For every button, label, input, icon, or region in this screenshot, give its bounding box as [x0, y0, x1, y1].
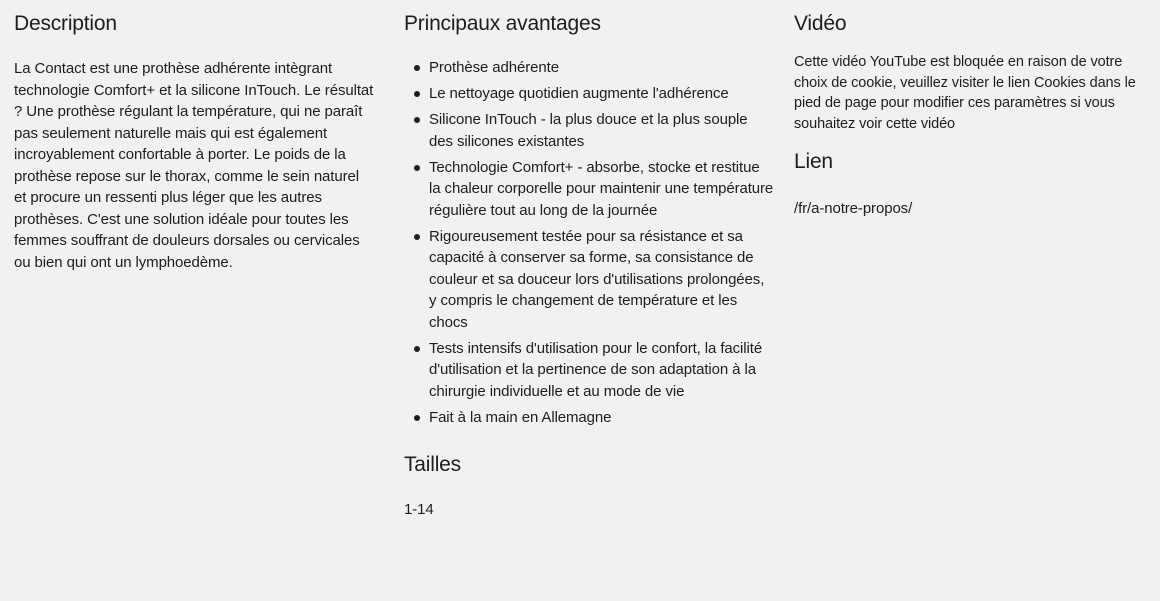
description-text: La Contact est une prothèse adhérente intègrant technologie Comfort+ et la silicone InTouch. Le résultat ? Une prothèse régulant la température, qui ne paraît pas seulement naturelle mais qui est également incroyablement confortable à porter. Le poids de la prothèse repose sur le thorax, comme le sein naturel et procure un ressenti plus léger que les autres prothèses. C'est une solution idéale pour toutes les femmes souffrant de douleurs dorsales ou cervicales ou bien qui ont un lymphoedème. — [14, 60, 374, 271]
bullet-icon — [414, 346, 420, 352]
list-item — [404, 226, 774, 334]
benefit-text: Prothèse adhérente — [429, 59, 559, 76]
link-title: Lien — [794, 150, 833, 173]
list-item — [404, 83, 774, 105]
list-item — [404, 338, 774, 403]
benefits-list — [404, 57, 774, 428]
bullet-icon — [414, 165, 420, 171]
benefits-section — [404, 0, 774, 521]
about-link[interactable]: /fr/a-notre-propos/ — [794, 200, 913, 217]
benefit-text: Technologie Comfort+ - absorbe, stocke et restitue la chaleur corporelle pour maintenir une température régulière tout au long de la journée — [429, 158, 774, 219]
benefit-text: Fait à la main en Allemagne — [429, 408, 612, 426]
bullet-icon — [414, 234, 420, 240]
bullet-icon — [414, 91, 420, 97]
video-section — [794, 0, 1146, 219]
video-title: Vidéo — [794, 12, 847, 35]
list-item — [404, 109, 774, 152]
bullet-icon — [414, 65, 420, 71]
video-blocked-message: Cette vidéo YouTube est bloquée en raison de votre choix de cookie, veuillez visiter le lien Cookies dans le pied de page pour modifier ces paramètres si vous souhaitez voir cette vidéo — [794, 54, 1136, 132]
bullet-icon — [414, 117, 420, 123]
benefit-text: Rigoureusement testée pour sa résistance et sa capacité à conserver sa forme, sa consistance de couleur et sa douceur lors d'utilisations prolongées, y compris le changement de température et les chocs — [429, 227, 765, 331]
list-item — [404, 407, 774, 429]
bullet-icon — [414, 415, 420, 421]
description-section — [14, 0, 374, 273]
description-title: Description — [14, 12, 117, 35]
benefit-text: Tests intensifs d'utilisation pour le confort, la facilité d'utilisation et la pertinence de son adaptation à la chirurgie individuelle et au mode de vie — [429, 339, 763, 400]
benefit-text: Silicone InTouch - la plus douce et la plus souple des silicones existantes — [429, 111, 748, 150]
sizes-value: 1-14 — [404, 501, 434, 518]
list-item — [404, 157, 774, 222]
sizes-title: Tailles — [404, 453, 461, 476]
benefits-title: Principaux avantages — [404, 12, 601, 35]
list-item — [404, 57, 774, 79]
benefit-text: Le nettoyage quotidien augmente l'adhérence — [429, 85, 729, 102]
